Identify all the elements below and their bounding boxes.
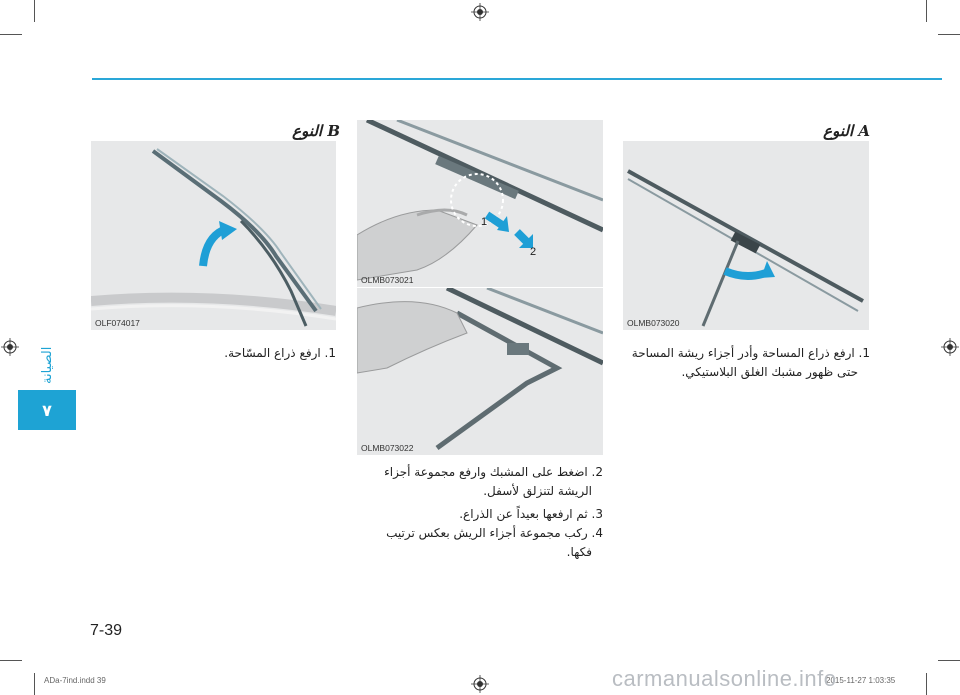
figure-code: OLMB073021	[361, 275, 414, 285]
wiper-arm-illustration	[91, 141, 336, 330]
header-rule	[92, 78, 942, 80]
figure-clip-press	[357, 120, 603, 287]
crop-mark	[926, 673, 927, 695]
type-b-heading: B النوع	[292, 122, 340, 140]
callout-1: 1	[481, 216, 488, 228]
crop-mark	[0, 34, 22, 35]
registration-mark-icon	[1, 338, 19, 356]
type-a-heading: A النوع	[823, 122, 870, 140]
crop-mark	[0, 660, 22, 661]
figure-type-b	[91, 141, 336, 330]
registration-mark-icon	[471, 675, 489, 693]
section-label: الصيانة	[40, 346, 55, 384]
figure-code: OLMB073022	[361, 443, 414, 453]
footer-timestamp: 2015-11-27 1:03:35	[826, 676, 896, 685]
page-number: 7-39	[90, 622, 123, 639]
step2-line1: 2. اضغط على المشبك وارفع مجموعة أجزاء	[384, 465, 603, 479]
chapter-tab: ٧	[18, 390, 76, 430]
crop-mark	[938, 34, 960, 35]
registration-mark-icon	[941, 338, 959, 356]
crop-mark	[938, 660, 960, 661]
crop-mark	[34, 0, 35, 22]
wiper-rotate-illustration	[623, 141, 869, 330]
crop-mark	[34, 673, 35, 695]
type-a-step1-line2: حتى ظهور مشبك الغلق البلاستيكي.	[681, 365, 858, 379]
step4-line2: فكها.	[566, 545, 592, 559]
step2-line2: الريشة لتنزلق لأسفل.	[483, 484, 592, 498]
figure-blade-remove	[357, 288, 603, 455]
blade-remove-illustration	[357, 288, 603, 455]
clip-press-illustration	[357, 120, 603, 287]
watermark: carmanualsonline.info	[612, 666, 837, 691]
figure-code: OLF074017	[95, 318, 140, 328]
type-b-step1: 1. ارفع ذراع المسّاحة.	[224, 346, 336, 360]
crop-mark	[926, 0, 927, 22]
registration-mark-icon	[471, 3, 489, 21]
figure-type-a	[623, 141, 869, 330]
type-a-step1-line1: 1. ارفع ذراع المساحة وأدر أجزاء ريشة المساحة	[631, 346, 870, 360]
step3: 3. ثم ارفعها بعيداً عن الذراع.	[459, 507, 603, 521]
footer-file: ADa-7ind.indd 39	[44, 676, 106, 685]
figure-code: OLMB073020	[627, 318, 680, 328]
step4-line1: 4. ركب مجموعة أجزاء الريش بعكس ترتيب	[386, 526, 603, 540]
callout-2: 2	[530, 246, 537, 258]
